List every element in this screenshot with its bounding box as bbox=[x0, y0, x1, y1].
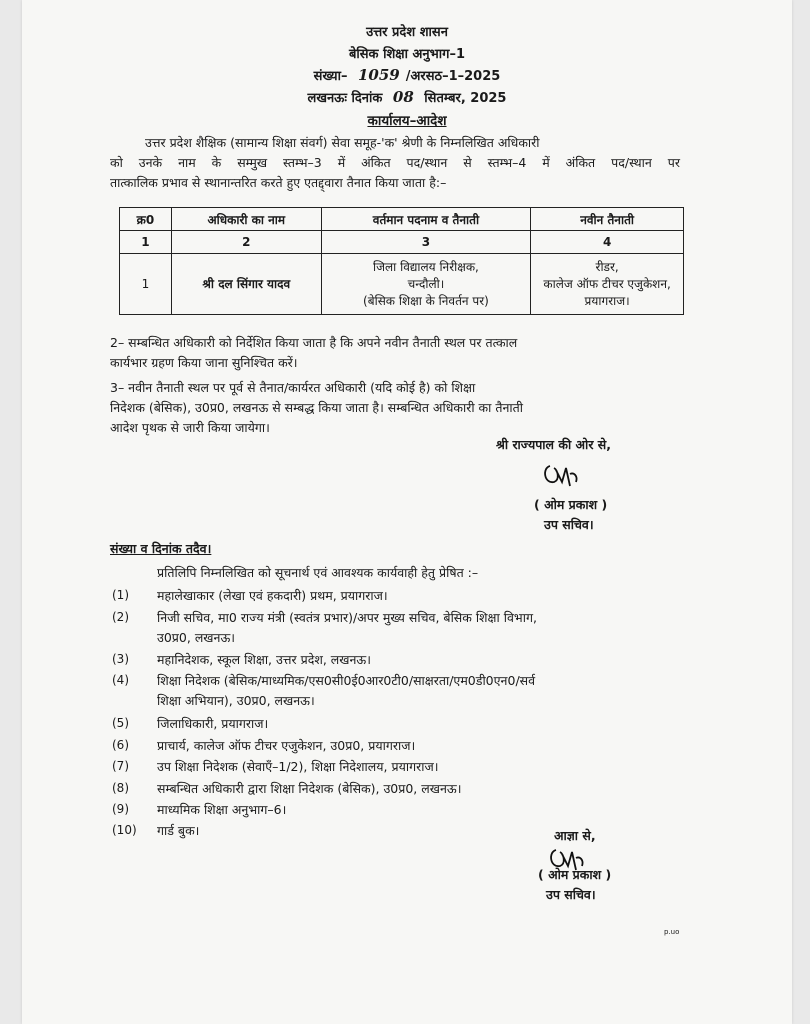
point-3-line-3: आदेश पृथक से जारी किया जायेगा। bbox=[110, 420, 270, 435]
by-order: आज्ञा से, bbox=[554, 828, 596, 843]
table-cell-sno: 1 bbox=[120, 254, 172, 315]
table-header-new: नवीन तैनाती bbox=[531, 208, 684, 231]
recipient-number: (7) bbox=[112, 759, 129, 773]
signatory-designation: उप सचिव। bbox=[544, 517, 594, 532]
point-2-line-1: 2– सम्बन्धित अधिकारी को निर्देशित किया जाता है कि अपने नवीन तैनाती स्थल पर तत्काल bbox=[110, 335, 518, 350]
recipient-number: (3) bbox=[112, 652, 129, 666]
order-date bbox=[22, 88, 792, 106]
government-title: उत्तर प्रदेश शासन bbox=[366, 25, 448, 40]
table-header-sno: क्र0 bbox=[120, 208, 172, 231]
new-post: रीडर, bbox=[595, 259, 619, 274]
table-col-number: 4 bbox=[531, 231, 684, 254]
recipient-text: माध्यमिक शिक्षा अनुभाग–6। bbox=[157, 802, 287, 817]
point-2-line-2: कार्यभार ग्रहण किया जाना सुनिश्चित करें। bbox=[110, 355, 298, 370]
table-cell-new bbox=[531, 254, 684, 315]
table-cell-current bbox=[321, 254, 531, 315]
recipient-text: शिक्षा निदेशक (बेसिक/माध्यमिक/एस0सी0ई0आर0टी0/साक्षरता/एम0डी0एन0/सर्व bbox=[157, 673, 536, 688]
signatory-name: ( ओम प्रकाश ) bbox=[534, 497, 608, 512]
table-col-number: 3 bbox=[321, 231, 531, 254]
recipient-number: (6) bbox=[112, 738, 129, 752]
copy-number-date: संख्या व दिनांक तदैव। bbox=[110, 541, 212, 556]
intro-line-3: तात्कालिक प्रभाव से स्थानान्तरित करते हुए एतद्द्वारा तैनात किया जाता है:– bbox=[110, 175, 447, 190]
recipient-number: (1) bbox=[112, 588, 129, 602]
recipient-text: सम्बन्धित अधिकारी द्वारा शिक्षा निदेशक (बेसिक), उ0प्र0, लखनऊ। bbox=[157, 781, 462, 796]
intro-line-2: को उनके नाम के सम्मुख स्तम्भ–3 में अंकित पद/स्थान से स्तम्भ–4 में अंकित पद/स्थान पर bbox=[110, 155, 680, 170]
table-cell-name: श्री दल सिंगार यादव bbox=[171, 254, 321, 315]
signature-mark bbox=[542, 456, 582, 490]
date-prefix: लखनऊः दिनांक bbox=[307, 91, 383, 106]
current-post: जिला विद्यालय निरीक्षक, bbox=[373, 259, 479, 274]
new-institute: कालेज ऑफ टीचर एजुकेशन, bbox=[543, 276, 671, 291]
footer-code: p.uo bbox=[664, 928, 680, 936]
document-page bbox=[22, 0, 792, 1024]
order-number-handwritten: 1059 bbox=[358, 66, 400, 84]
transfer-table bbox=[119, 207, 684, 315]
table-header-current: वर्तमान पदनाम व तैनाती bbox=[321, 208, 531, 231]
on-behalf-of-governor: श्री राज्यपाल की ओर से, bbox=[496, 437, 611, 452]
current-place: चन्दौली। bbox=[407, 276, 445, 291]
point-3-line-1: 3– नवीन तैनाती स्थल पर पूर्व से तैनात/कार्यरत अधिकारी (यदि कोई है) को शिक्षा bbox=[110, 380, 476, 395]
recipient-number: (5) bbox=[112, 716, 129, 730]
copy-intro: प्रतिलिपि निम्नलिखित को सूचनार्थ एवं आवश्यक कार्यवाही हेतु प्रेषित :– bbox=[157, 565, 479, 580]
section-title: बेसिक शिक्षा अनुभाग–1 bbox=[348, 47, 466, 62]
order-number-suffix: /अरसठ–1–2025 bbox=[405, 69, 501, 84]
recipient-text-cont: उ0प्र0, लखनऊ। bbox=[157, 630, 236, 645]
recipient-text: उप शिक्षा निदेशक (सेवाएँ–1/2), शिक्षा निदेशालय, प्रयागराज। bbox=[157, 759, 439, 774]
recipient-text: प्राचार्य, कालेज ऑफ टीचर एजुकेशन, उ0प्र0, प्रयागराज। bbox=[157, 738, 416, 753]
recipient-text: जिलाधिकारी, प्रयागराज। bbox=[157, 716, 269, 731]
recipient-number: (8) bbox=[112, 781, 129, 795]
recipient-text: निजी सचिव, मा0 राज्य मंत्री (स्वतंत्र प्रभार)/अपर मुख्य सचिव, बेसिक शिक्षा विभाग, bbox=[157, 610, 537, 625]
date-handwritten: 08 bbox=[392, 88, 414, 106]
recipient-text: गार्ड बुक। bbox=[157, 823, 200, 838]
table-col-number: 1 bbox=[120, 231, 172, 254]
table-row bbox=[120, 254, 684, 315]
recipient-number: (4) bbox=[112, 673, 129, 687]
new-place: प्रयागराज। bbox=[584, 293, 630, 308]
recipient-number: (2) bbox=[112, 610, 129, 624]
current-note: (बेसिक शिक्षा के निवर्तन पर) bbox=[363, 293, 489, 308]
recipient-text: महानिदेशक, स्कूल शिक्षा, उत्तर प्रदेश, लखनऊ। bbox=[157, 652, 371, 667]
signatory-designation: उप सचिव। bbox=[546, 887, 596, 902]
recipient-text: महालेखाकार (लेखा एवं हकदारी) प्रथम, प्रयागराज। bbox=[157, 588, 388, 603]
signatory-name: ( ओम प्रकाश ) bbox=[538, 867, 612, 882]
table-header-name: अधिकारी का नाम bbox=[171, 208, 321, 231]
recipient-number: (9) bbox=[112, 802, 129, 816]
intro-line-1: उत्तर प्रदेश शैक्षिक (सामान्य शिक्षा संवर्ग) सेवा समूह-'क' श्रेणी के निम्नलिखित अधिकारी bbox=[145, 135, 540, 150]
order-number bbox=[22, 66, 792, 84]
table-col-number: 2 bbox=[171, 231, 321, 254]
office-order-title: कार्यालय–आदेश bbox=[367, 113, 447, 129]
order-number-label: संख्या– bbox=[313, 69, 348, 84]
point-3-line-2: निदेशक (बेसिक), उ0प्र0, लखनऊ से सम्बद्ध किया जाता है। सम्बन्धित अधिकारी का तैनाती bbox=[110, 400, 524, 415]
date-suffix: सितम्बर, 2025 bbox=[424, 91, 507, 106]
recipient-number: (10) bbox=[112, 823, 137, 837]
recipient-text-cont: शिक्षा अभियान), उ0प्र0, लखनऊ। bbox=[157, 693, 315, 708]
